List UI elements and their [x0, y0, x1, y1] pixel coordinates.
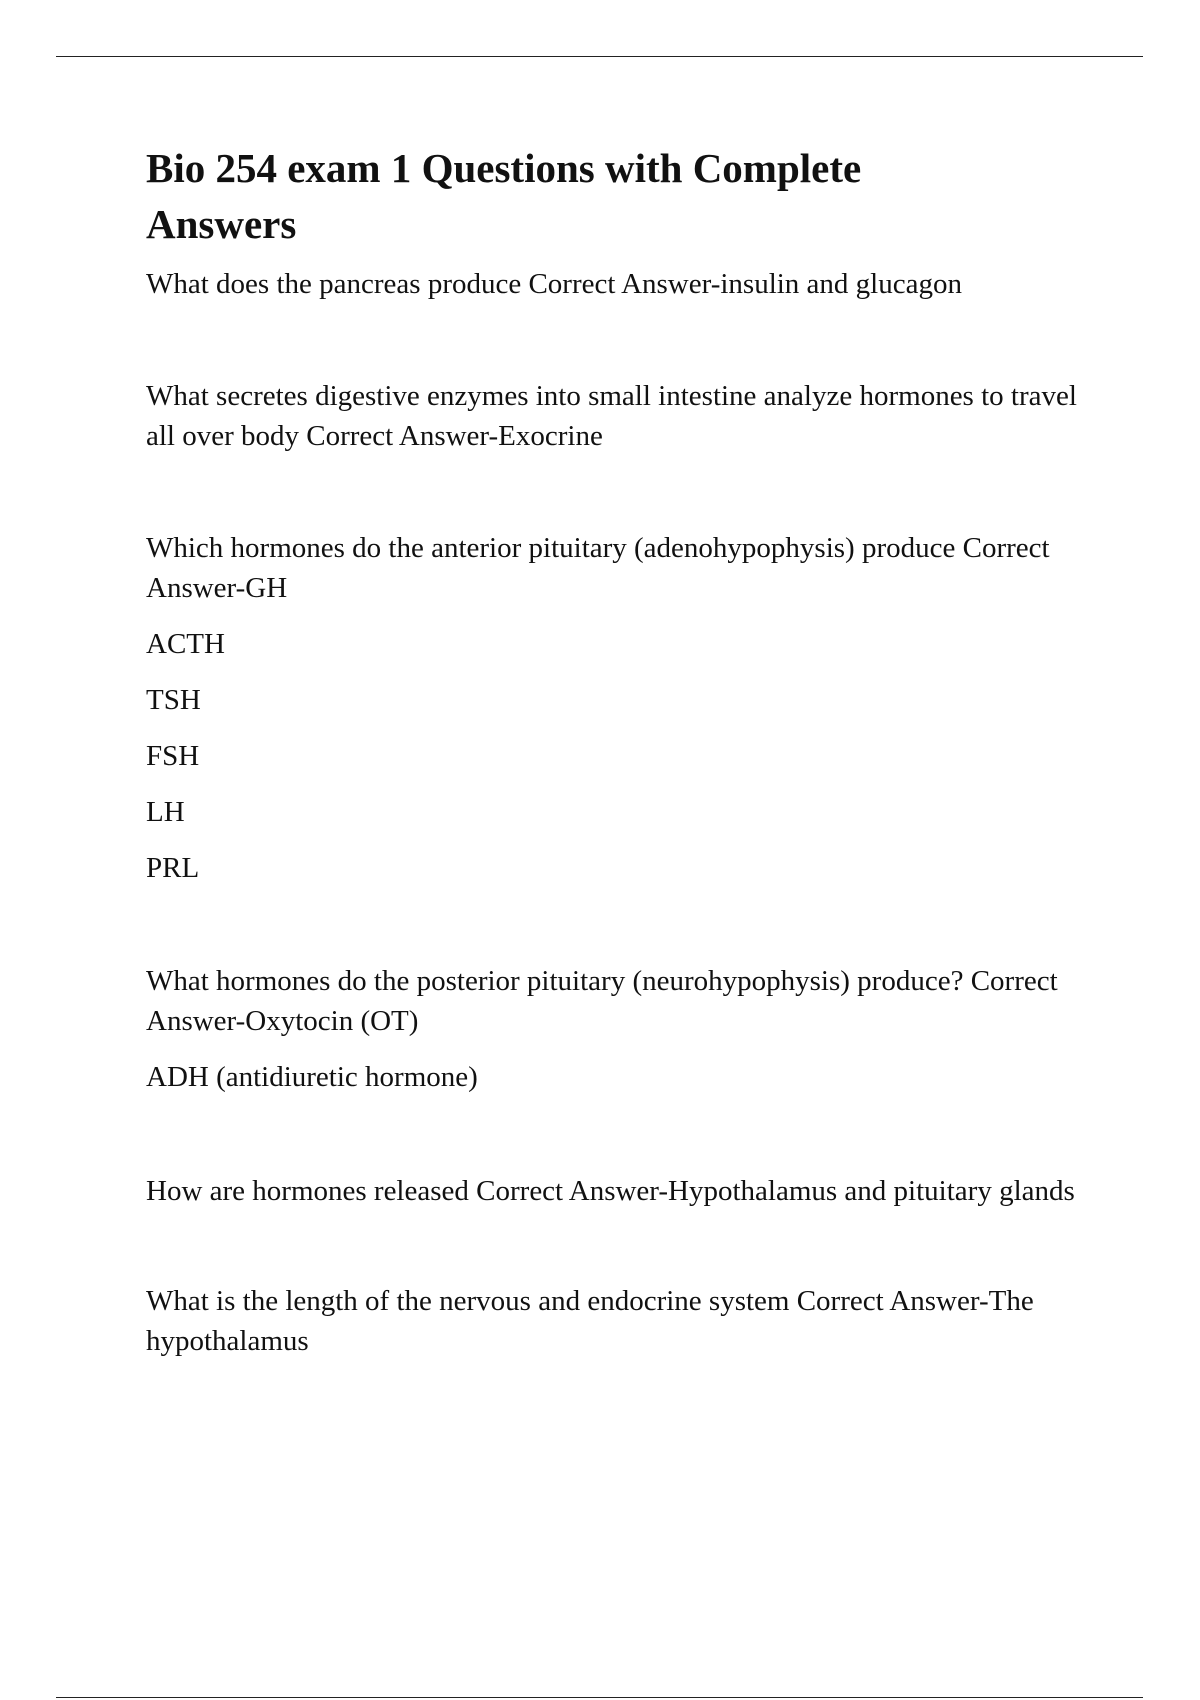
qa-text	[146, 376, 1106, 456]
qa-item	[146, 376, 1106, 456]
answer-text: Correct Answer-The hypothalamus	[146, 1285, 1034, 1357]
qa-item	[146, 264, 1106, 304]
qa-item	[146, 961, 1106, 1097]
qa-text	[146, 528, 1106, 608]
header-rule	[56, 56, 1143, 57]
document-title: Bio 254 exam 1 Questions with Complete Answers	[146, 145, 862, 247]
question-text: What hormones do the posterior pituitary (neurohypophysis) produce?	[146, 965, 964, 997]
document-body	[146, 140, 1106, 1361]
qa-text	[146, 961, 1106, 1041]
answer-text: Correct Answer-insulin and glucagon	[528, 268, 962, 300]
question-text: Which hormones do the anterior pituitary (adenohypophysis) produce	[146, 532, 956, 564]
answer-line: LH	[146, 796, 185, 828]
question-text: What is the length of the nervous and endocrine system	[146, 1285, 790, 1317]
question-text: What does the pancreas produce	[146, 268, 522, 300]
answer-text: Correct Answer-GH	[146, 532, 1050, 604]
answer-line: ACTH	[146, 628, 225, 660]
qa-item	[146, 528, 1106, 888]
qa-item	[146, 1171, 1106, 1211]
answer-line: FSH	[146, 740, 200, 772]
qa-item	[146, 1281, 1106, 1361]
answer-text: Correct Answer-Hypothalamus and pituitary glands	[476, 1175, 1075, 1207]
question-text: What secretes digestive enzymes into small intestine analyze hormones to travel all over body	[146, 380, 1077, 452]
answer-line: TSH	[146, 684, 201, 716]
question-text: How are hormones released	[146, 1175, 469, 1207]
qa-text	[146, 1281, 1106, 1361]
footer-rule	[56, 1697, 1143, 1698]
answer-text: Correct Answer-Oxytocin (OT)	[146, 965, 1058, 1037]
qa-text	[146, 264, 1106, 304]
answer-line: PRL	[146, 852, 200, 884]
answer-line: ADH (antidiuretic hormone)	[146, 1061, 478, 1093]
qa-text	[146, 1171, 1106, 1211]
answer-text: Correct Answer-Exocrine	[306, 420, 603, 452]
